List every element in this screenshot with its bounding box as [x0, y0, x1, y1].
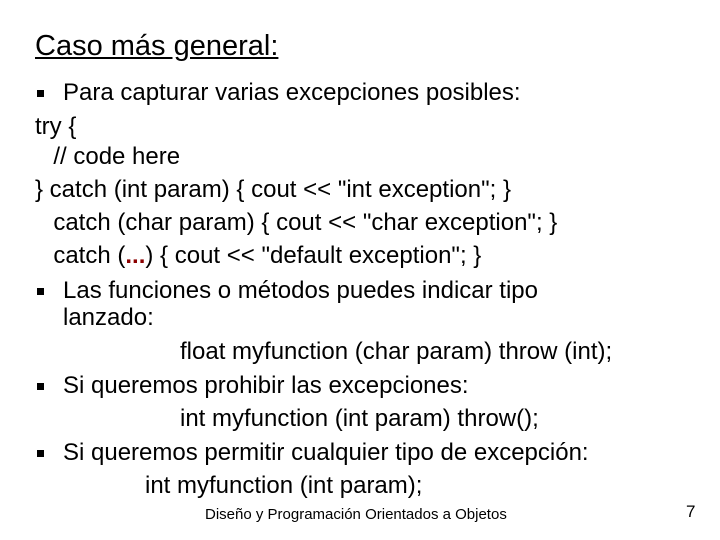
code-line: } catch (int param) { cout << "int exception"; } [35, 176, 511, 203]
code-segment: ) { cout << "default exception"; } [145, 242, 482, 269]
slide-title: Caso más general: [35, 30, 279, 62]
bullet-marker [37, 288, 44, 295]
code-line: // code here [40, 143, 181, 170]
code-line: try { [35, 113, 77, 140]
bullet-text: Si queremos prohibir las excepciones: [63, 372, 469, 399]
bullet-text: Las funciones o métodos puedes indicar tipo [63, 277, 538, 304]
bullet-marker [37, 90, 44, 97]
bullet-text: Si queremos permitir cualquier tipo de excepción: [63, 439, 589, 466]
page-number: 7 [686, 502, 696, 521]
code-line [40, 242, 481, 270]
bullet-marker [37, 450, 44, 457]
code-line: int myfunction (int param) throw(); [180, 405, 539, 432]
code-line: int myfunction (int param); [145, 472, 423, 499]
bullet-marker [37, 383, 44, 390]
code-line: float myfunction (char param) throw (int); [180, 338, 613, 365]
bullet-text: lanzado: [63, 304, 154, 331]
ellipsis-highlight: ... [125, 242, 146, 269]
code-line: catch (char param) { cout << "char exception"; } [40, 209, 558, 236]
code-segment: catch ( [40, 242, 126, 269]
bullet-text: Para capturar varias excepciones posibles: [63, 79, 521, 106]
footer-text: Diseño y Programación Orientados a Objetos [205, 506, 507, 523]
